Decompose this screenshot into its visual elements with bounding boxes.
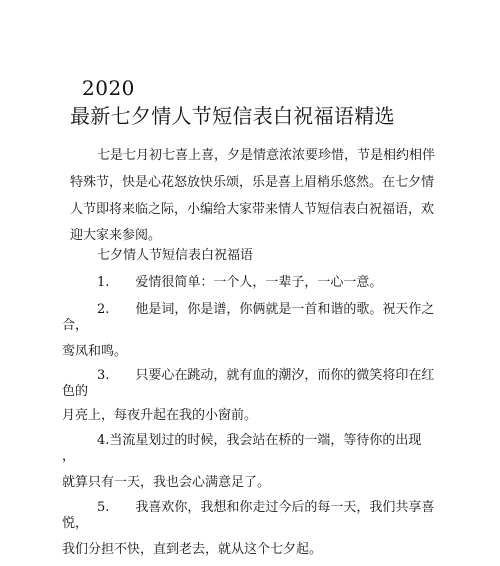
list-item-continuation: 合，	[62, 318, 89, 333]
intro-line: 迎大家来参阅。	[70, 228, 162, 243]
intro-line: 人节即将来临之际，小编给大家带来情人节短信表白祝福语，欢	[70, 202, 435, 217]
list-item-continuation: ，	[62, 449, 76, 464]
list-item: 4.当流星划过的时候，我会站在桥的一端，等待你的出现	[97, 433, 422, 448]
list-item-continuation: 色的	[62, 384, 89, 399]
list-item: 5. 我喜欢你，我想和你走过今后的每一天，我们共享喜	[97, 500, 435, 515]
list-item-continuation: 悦，	[62, 516, 89, 531]
intro-line: 七是七月初七喜上喜，夕是情意浓浓要珍惜，节是相约相伴	[97, 148, 436, 163]
list-item-continuation: 就算只有一天，我也会心满意足了。	[62, 475, 271, 490]
list-item-continuation: 鸾凤和鸣。	[62, 344, 128, 359]
list-item-continuation: 我们分担不快，直到老去，就从这个七夕起。	[62, 542, 323, 557]
list-item: 2. 他是词，你是谱，你俩就是一首和谐的歌。祝天作之	[97, 302, 435, 317]
document-year: 2020	[82, 76, 135, 100]
document-title: 最新七夕情人节短信表白祝福语精选	[70, 104, 395, 128]
list-item-continuation: 月亮上，每夜升起在我的小窗前。	[62, 408, 258, 423]
intro-line: 特殊节，快是心花怒放快乐颂，乐是喜上眉梢乐悠然。在七夕情	[70, 175, 435, 190]
list-item: 3. 只要心在跳动，就有血的潮汐，而你的微笑将印在红	[97, 368, 435, 383]
section-heading: 七夕情人节短信表白祝福语	[97, 248, 254, 263]
list-item: 1. 爱情很简单：一个人，一辈子，一心一意。	[97, 275, 383, 290]
